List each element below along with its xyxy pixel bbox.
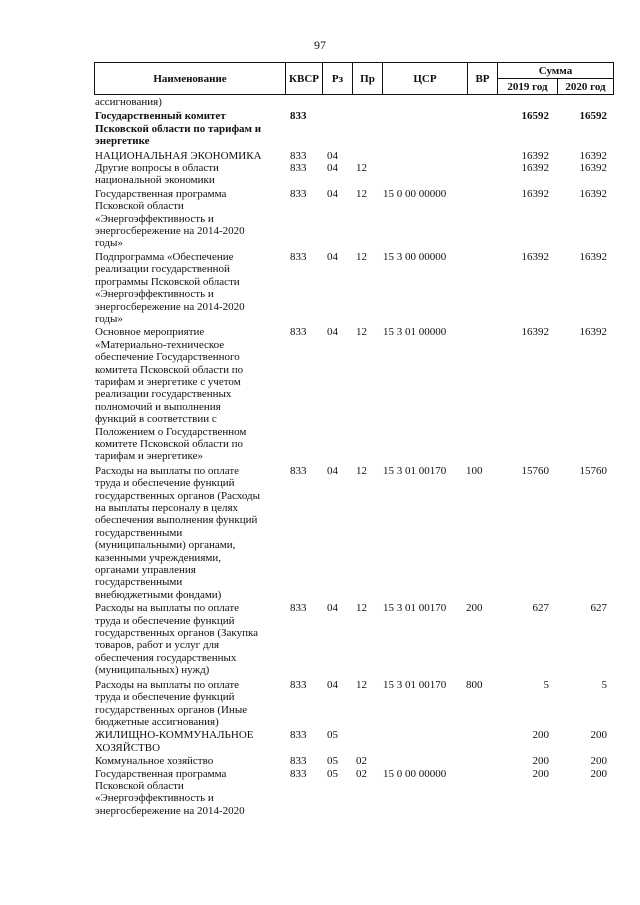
row-name-line: (муниципальными) органами, (95, 539, 236, 552)
row-sum-2020: 200 (590, 767, 607, 780)
row-rz: 05 (327, 729, 338, 742)
row-kvsr: 833 (290, 326, 307, 339)
row-vr: 200 (466, 602, 483, 615)
row-sum-2020: 16592 (579, 110, 607, 123)
row-sum-2019: 5 (543, 678, 549, 691)
row-name-line: ЖИЛИЩНО-КОММУНАЛЬНОЕ (95, 729, 254, 742)
row-sum-2020: 200 (590, 755, 607, 768)
row-sum-2020: 16392 (579, 162, 607, 175)
row-name-line: обеспечение Государственного (95, 351, 240, 364)
row-name-line: государственными (95, 576, 183, 589)
row-pr: 12 (356, 326, 367, 339)
table-row (0, 110, 640, 147)
table-row (0, 326, 640, 462)
row-name-line: Другие вопросы в области (95, 162, 219, 175)
row-sum-2019: 627 (532, 602, 549, 615)
row-name-line: государственных органов (Расходы (95, 489, 261, 502)
table-row (0, 150, 640, 162)
row-pr: 12 (356, 187, 367, 200)
table-row (0, 755, 640, 767)
row-sum-2019: 200 (532, 755, 549, 768)
row-kvsr: 833 (290, 602, 307, 615)
row-name-line: НАЦИОНАЛЬНАЯ ЭКОНОМИКА (95, 149, 262, 162)
row-sum-2020: 200 (590, 729, 607, 742)
row-name (95, 188, 285, 250)
row-pr: 12 (356, 678, 367, 691)
header-year-2019: 2019 год (498, 79, 558, 95)
row-name-line: Основное мероприятие (95, 326, 205, 339)
table-body (0, 96, 640, 817)
row-name-line: энергосбережение на 2014-2020 (95, 225, 245, 238)
row-kvsr: 833 (290, 250, 307, 263)
row-name-line: годы» (95, 237, 123, 250)
row-kvsr: 833 (290, 187, 307, 200)
row-name (95, 465, 285, 601)
row-sum-2020: 16392 (579, 187, 607, 200)
row-name-line: годы» (95, 312, 123, 325)
row-name-line: ассигнования) (95, 96, 162, 108)
row-name-line: реализации государственной (95, 263, 230, 276)
row-name-line: бюджетные ассигнования) (95, 715, 219, 728)
row-name-line: Положением о Государственном (95, 425, 247, 438)
table-row (0, 729, 640, 754)
header-kvsr: КВСР (286, 63, 323, 95)
row-kvsr: 833 (290, 162, 307, 175)
row-name-line: энергосбережение на 2014-2020 (95, 804, 245, 817)
row-name-line: энергосбережение на 2014-2020 (95, 300, 245, 313)
row-csr: 15 3 00 00000 (383, 250, 447, 263)
header-vr: ВР (468, 63, 498, 95)
row-rz: 04 (327, 464, 338, 477)
row-vr: 100 (466, 464, 483, 477)
row-sum-2020: 627 (590, 602, 607, 615)
row-kvsr: 833 (290, 767, 307, 780)
row-pr: 02 (356, 767, 367, 780)
row-name-line: ХОЗЯЙСТВО (95, 741, 161, 754)
row-name-line: труда и обеспечение функций (95, 614, 235, 627)
table-row (0, 188, 640, 250)
row-name-line: программы Псковской области (95, 275, 240, 288)
row-name (95, 150, 285, 162)
row-name-line: «Энергоэффективность и (95, 212, 214, 225)
row-name-line: государственными (95, 526, 183, 539)
row-name-line: Государственная программа (95, 767, 227, 780)
row-name-line: труда и обеспечение функций (95, 691, 235, 704)
row-name (95, 326, 285, 462)
row-pr: 12 (356, 602, 367, 615)
row-csr: 15 0 00 00000 (383, 187, 447, 200)
table-row (0, 465, 640, 601)
row-name-line: комитете Псковской области по (95, 437, 244, 450)
table-header (94, 62, 614, 95)
row-name (95, 602, 285, 676)
row-csr: 15 3 01 00000 (383, 326, 447, 339)
row-name-line: комитета Псковской области по (95, 363, 244, 376)
row-rz: 04 (327, 326, 338, 339)
row-name-line: Расходы на выплаты по оплате (95, 464, 240, 477)
row-sum-2019: 16392 (521, 250, 549, 263)
row-name-line: обеспечения государственных (95, 651, 237, 664)
table-row (0, 251, 640, 325)
table-row (0, 679, 640, 729)
row-name (95, 162, 285, 187)
row-sum-2019: 200 (532, 729, 549, 742)
row-sum-2019: 200 (532, 767, 549, 780)
row-name-line: внебюджетными фондами) (95, 588, 222, 601)
row-rz: 05 (327, 767, 338, 780)
row-name (95, 729, 285, 754)
row-pr: 12 (356, 250, 367, 263)
header-sum: Сумма (498, 63, 614, 79)
row-rz: 04 (327, 187, 338, 200)
row-rz: 04 (327, 602, 338, 615)
row-name (95, 679, 285, 729)
row-rz: 04 (327, 678, 338, 691)
row-name-line: казенными учреждениями, (95, 551, 221, 564)
row-name-line: национальной экономики (95, 174, 215, 187)
row-name-line: государственных органов (Иные (95, 703, 248, 716)
row-pr: 02 (356, 755, 367, 768)
row-name-line: Государственный комитет (95, 110, 226, 123)
row-csr: 15 3 01 00170 (383, 464, 447, 477)
row-name-line: энергетике (95, 135, 150, 148)
row-sum-2019: 16392 (521, 187, 549, 200)
row-name-line: товаров, работ и услуг для (95, 639, 220, 652)
row-rz: 04 (327, 162, 338, 175)
row-name-line: реализации государственных (95, 388, 232, 401)
row-name-line: (муниципальных) нужд) (95, 664, 210, 677)
row-sum-2020: 16392 (579, 326, 607, 339)
row-name (95, 251, 285, 325)
row-rz: 04 (327, 250, 338, 263)
row-sum-2019: 16392 (521, 326, 549, 339)
row-csr: 15 3 01 00170 (383, 602, 447, 615)
row-pr: 12 (356, 162, 367, 175)
header-year-2020: 2020 год (558, 79, 614, 95)
row-name-line: «Энергоэффективность и (95, 792, 214, 805)
row-pr: 12 (356, 464, 367, 477)
row-name-line: полномочий и выполнения (95, 400, 221, 413)
row-name-line: Коммунальное хозяйство (95, 755, 214, 768)
row-name-line: Расходы на выплаты по оплате (95, 678, 240, 691)
row-name-line: органами управления (95, 564, 196, 577)
row-name-line: Псковской области по тарифам и (95, 122, 262, 135)
row-kvsr: 833 (290, 755, 307, 768)
row-sum-2019: 16592 (521, 110, 549, 123)
row-name-line: на выплаты персоналу в целях (95, 502, 239, 514)
row-csr: 15 3 01 00170 (383, 678, 447, 691)
row-name-line: обеспечения выполнения функций (95, 514, 258, 527)
table-row (0, 162, 640, 187)
row-name-line: Псковской области (95, 779, 184, 792)
header-rz: Рз (323, 63, 353, 95)
row-sum-2020: 16392 (579, 250, 607, 263)
row-name (95, 755, 285, 767)
row-sum-2019: 15760 (521, 464, 549, 477)
row-name-line: «Материально-техническое (95, 338, 225, 351)
row-name-line: государственных органов (Закупка (95, 627, 259, 640)
row-name-line: Государственная программа (95, 187, 227, 200)
header-csr: ЦСР (383, 63, 468, 95)
row-name-line: тарифам и энергетике» (95, 450, 203, 463)
row-kvsr: 833 (290, 729, 307, 742)
row-csr: 15 0 00 00000 (383, 767, 447, 780)
row-rz: 04 (327, 149, 338, 162)
page-number: 97 (314, 38, 326, 52)
header-pr: Пр (353, 63, 383, 95)
row-name-line: функций в соответствии с (95, 413, 217, 426)
row-sum-2019: 16392 (521, 162, 549, 175)
row-name (95, 96, 285, 108)
row-name-line: Псковской области (95, 200, 184, 213)
row-kvsr: 833 (290, 678, 307, 691)
row-sum-2020: 5 (601, 678, 607, 691)
row-rz: 05 (327, 755, 338, 768)
table-row (0, 602, 640, 676)
row-name (95, 768, 285, 818)
row-kvsr: 833 (290, 464, 307, 477)
row-kvsr: 833 (290, 149, 307, 162)
row-name-line: Расходы на выплаты по оплате (95, 602, 240, 615)
row-name-line: «Энергоэффективность и (95, 288, 214, 301)
table-row (0, 96, 640, 108)
row-name-line: труда и обеспечение функций (95, 477, 235, 490)
header-name: Наименование (95, 63, 286, 95)
row-sum-2019: 16392 (521, 149, 549, 162)
row-name (95, 110, 285, 147)
row-kvsr: 833 (290, 110, 307, 123)
row-sum-2020: 15760 (579, 464, 607, 477)
row-sum-2020: 16392 (579, 149, 607, 162)
row-name-line: тарифам и энергетике с учетом (95, 375, 241, 388)
row-name-line: Подпрограмма «Обеспечение (95, 250, 234, 263)
table-row (0, 768, 640, 818)
row-vr: 800 (466, 678, 483, 691)
